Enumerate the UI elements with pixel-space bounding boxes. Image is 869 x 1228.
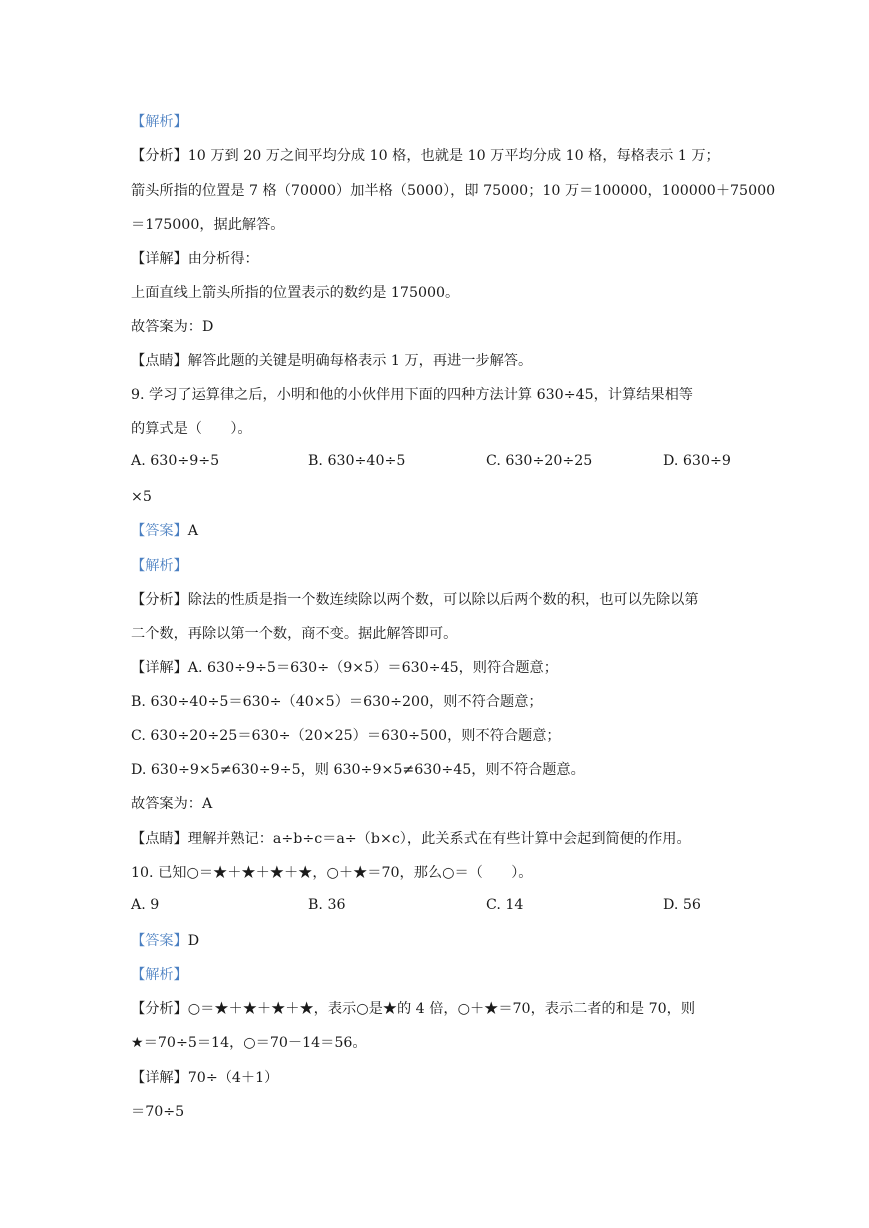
- q10-fenxi-text-1: ○＝★＋★＋★＋★，表示○是★的 4 倍，○＋★＝70，表示二者的和是 70，则: [187, 1001, 696, 1017]
- q9-stem-line-2: 的算式是（ ）。: [131, 421, 252, 437]
- q9-option-d-continued: ×5: [131, 489, 152, 505]
- q8-fenxi-text-1: 10 万到 20 万之间平均分成 10 格，也就是 10 万平均分成 10 格，每格表示 1 万；: [187, 148, 720, 164]
- q10-option-a: A. 9: [131, 897, 160, 913]
- q9-answer-line: 故答案为：A: [131, 796, 213, 812]
- q9-fenxi-label: 【分析】: [131, 592, 188, 608]
- q8-detail-line-1: [131, 249, 259, 269]
- q9-answer-row: [131, 521, 198, 541]
- q8-answer-line: 故答案为：D: [131, 319, 214, 335]
- q9-analysis-heading: 【解析】: [131, 558, 188, 574]
- q9-detail-line-4: D. 630÷9×5≠630÷9÷5，则 630÷9×5≠630÷45，则不符合题意。: [131, 762, 585, 778]
- q8-analysis-line-3: ＝175000，据此解答。: [131, 217, 285, 233]
- q8-xiangjie-label: 【详解】: [131, 251, 188, 267]
- q8-dianjing-label: 【点睛】: [131, 353, 188, 369]
- q9-analysis-line-2: 二个数，再除以第一个数，商不变。据此解答即可。: [131, 626, 458, 642]
- q9-xiangjie-label: 【详解】: [131, 660, 188, 676]
- q10-analysis-line-2: ★＝70÷5＝14，○＝70－14＝56。: [131, 1035, 367, 1051]
- q9-dianjing-text: 理解并熟记：a÷b÷c＝a÷（b×c），此关系式在有些计算中会起到简便的作用。: [187, 831, 691, 847]
- q10-option-b: B. 36: [308, 897, 346, 913]
- q10-xiangjie-label: 【详解】: [131, 1070, 188, 1086]
- q9-dianjing-label: 【点睛】: [131, 831, 188, 847]
- q8-analysis-heading: 【解析】: [131, 114, 188, 130]
- q9-answer-label: 【答案】: [131, 523, 188, 539]
- q10-option-c: C. 14: [486, 897, 524, 913]
- q9-comment-line: [131, 829, 691, 849]
- q9-option-d: D. 630÷9: [663, 453, 731, 469]
- q9-option-c: C. 630÷20÷25: [486, 453, 593, 469]
- q8-analysis-line-1: [131, 146, 720, 166]
- q10-stem-line-1: 10. 已知○＝★＋★＋★＋★，○＋★＝70，那么○＝（ ）。: [131, 865, 533, 881]
- q10-answer-row: [131, 931, 199, 951]
- q8-xiangjie-text-1: 由分析得：: [187, 251, 259, 267]
- q8-comment-line: [131, 351, 532, 371]
- q8-analysis-line-2: 箭头所指的位置是 7 格（70000）加半格（5000），即 75000；10 万＝100000，100000＋75000: [131, 183, 776, 199]
- q10-detail-line-2: ＝70÷5: [131, 1104, 185, 1120]
- q10-detail-line-1: [131, 1068, 278, 1088]
- q9-fenxi-text-1: 除法的性质是指一个数连续除以两个数，可以除以后两个数的积，也可以先除以第: [187, 592, 699, 608]
- q10-option-d: D. 56: [663, 897, 701, 913]
- q9-detail-line-1: [131, 658, 558, 678]
- q9-stem-line-1: 9. 学习了运算律之后，小明和他的小伙伴用下面的四种方法计算 630÷45，计算结果相等: [131, 387, 693, 403]
- q10-fenxi-label: 【分析】: [131, 1001, 188, 1017]
- q10-answer-value: D: [187, 933, 200, 949]
- q10-xiangjie-text-1: 70÷（4＋1）: [187, 1070, 279, 1086]
- q9-detail-line-3: C. 630÷20÷25＝630÷（20×25）＝630÷500，则不符合题意；: [131, 728, 561, 744]
- q10-analysis-line-1: [131, 999, 695, 1019]
- q9-analysis-line-1: [131, 590, 699, 610]
- q8-detail-line-2: 上面直线上箭头所指的位置表示的数约是 175000。: [131, 285, 460, 301]
- q10-answer-label: 【答案】: [131, 933, 188, 949]
- q10-analysis-heading: 【解析】: [131, 967, 188, 983]
- q9-xiangjie-text-1: A. 630÷9÷5＝630÷（9×5）＝630÷45，则符合题意；: [187, 660, 558, 676]
- q8-fenxi-label: 【分析】: [131, 148, 188, 164]
- q9-answer-value: A: [187, 523, 199, 539]
- q9-option-b: B. 630÷40÷5: [308, 453, 406, 469]
- q8-dianjing-text: 解答此题的关键是明确每格表示 1 万，再进一步解答。: [187, 353, 533, 369]
- q9-option-a: A. 630÷9÷5: [131, 453, 220, 469]
- q9-detail-line-2: B. 630÷40÷5＝630÷（40×5）＝630÷200，则不符合题意；: [131, 694, 543, 710]
